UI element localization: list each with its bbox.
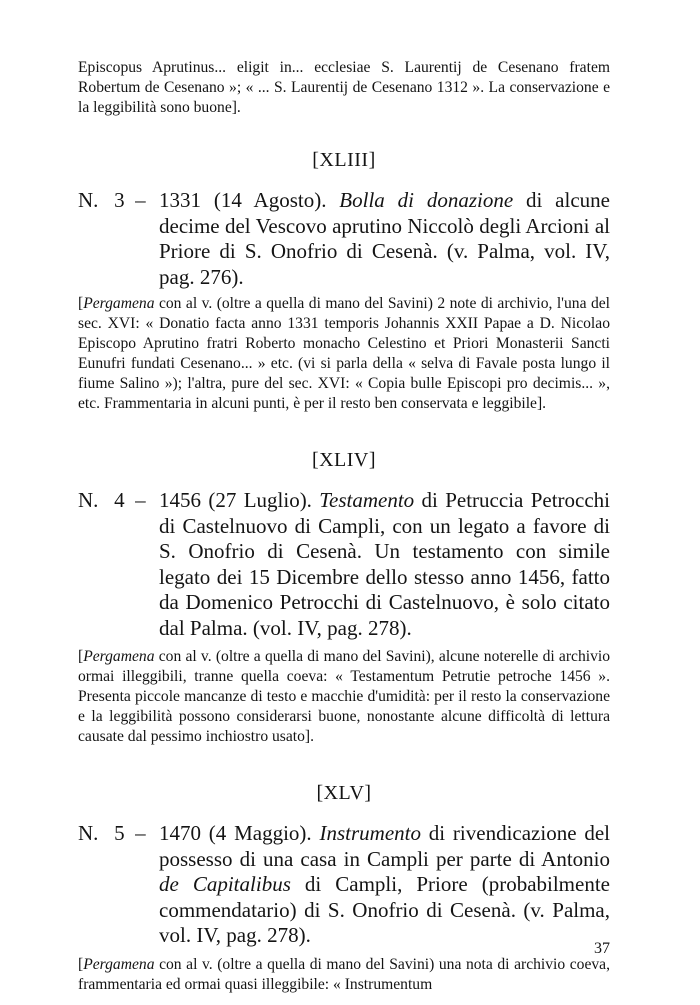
note-text: con al v. (oltre a quella di mano del Savini) una nota di archivio coeva, frammentaria ed ormai quasi illeggibile: « Instrumentum: [78, 955, 610, 993]
entry-n5: [78, 821, 610, 949]
entry-number: N. 5 –: [78, 821, 146, 845]
archival-note-n4: [Pergamena con al v. (oltre a quella di mano del Savini), alcune noterelle di archivio ormai illeggibili, tranne quella coeva: « Testamentum Petrutie petroche 1456 ». Presenta piccole mancanze di testo e macchie d'umidità: per il resto la conservazione e la leggibilità possono considerarsi buone, nonostante alcune difficoltà di lettura causate dal pessimo inchiostro usato].: [78, 648, 610, 745]
entry-n4: [78, 488, 610, 641]
entry-text: [159, 821, 610, 949]
entry-doc-type: Bolla di donazione: [339, 188, 514, 212]
entry-family-name: de Capitalibus: [159, 872, 291, 896]
entry-description: di rivendicazione del possesso di una casa in Campli per parte di Antonio: [159, 821, 610, 871]
entry-date: 1456 (27 Luglio).: [159, 488, 320, 512]
entry-description: di Petruccia Petrocchi di Castelnuovo di Campli, con un legato a favore di S. Onofrio di Cesenà. Un testamento con simile legato dei 15 Dicembre dello stesso anno 1456, fatto da Domenico Petrocchi di Castelnuovo, è solo citato dal Palma. (vol. IV, pag. 278).: [159, 488, 610, 640]
entry-description-end: di Campli, Priore (probabilmente commendatario) di S. Onofrio di Cesenà. (v. Palma, vol. IV, pag. 278).: [159, 872, 610, 947]
archival-note-n3: [Pergamena con al v. (oltre a quella di mano del Savini) 2 note di archivio, l'una del sec. XVI: « Donatio facta anno 1331 temporis Johannis XXII Papae a D. Nicolao Episcopo Aprutino fratri Roberto monacho Celestino et Priori Monasterii Sancti Eunufri fundati Cesenano... » etc. (vi si parla della « selva di Favale posta lungo il fiume Salino »); l'altra, pure del sec. XVI: « Copia bulle Episcopi pro decimis... », etc. Frammentaria in alcuni punti, è per il resto ben conservata e leggibile].: [78, 295, 610, 412]
entry-date: 1331 (14 Agosto).: [159, 188, 340, 212]
entry-n3: [78, 188, 610, 290]
section-heading-xliii: [XLIII]: [312, 149, 376, 171]
intro-note: Episcopus Aprutinus... eligit in... ecclesiae S. Laurentij de Cesenano fratem Robertum de Cesenano »; « ... S. Laurentij de Cesenano 1312 ». La conservazione e la leggibilità sono buone].: [78, 59, 610, 116]
entry-text: [159, 188, 610, 290]
note-label: Pergamena: [83, 955, 155, 973]
entry-number: N. 3 –: [78, 188, 146, 212]
document-page: [78, 46, 610, 995]
note-label: Pergamena: [83, 648, 155, 665]
entry-doc-type: Instrumento: [319, 821, 421, 845]
entry-date: 1470 (4 Maggio).: [159, 821, 320, 845]
section-heading-xliv: [XLIV]: [311, 449, 377, 471]
entry-text: [159, 488, 610, 641]
section-heading-xlv: [XLV]: [316, 782, 372, 804]
entry-doc-type: Testamento: [319, 488, 415, 512]
page-number: 37: [594, 940, 610, 957]
entry-description: di alcune decime del Vescovo aprutino Niccolò degli Arcioni al Priore di S. Onofrio di Cesenà. (v. Palma, vol. IV, pag. 276).: [159, 188, 610, 289]
note-text: con al v. (oltre a quella di mano del Savini) 2 note di archivio, l'una del sec. XVI: « Donatio facta anno 1331 temporis Johannis XXII Papae a D. Nicolao Episcopo Aprutino fratri Roberto monacho Celestino et Priori Monasterii Sancti Eunufri fundati Cesenano... » etc. (vi si parla della « selva di Favale posta lungo il fiume Salino »); l'altra, pure del sec. XVI: « Copia bulle Episcopi pro decimis... », etc. Frammentaria in alcuni punti, è per il resto ben conservata e leggibile].: [78, 295, 610, 412]
note-text: con al v. (oltre a quella di mano del Savini), alcune noterelle di archivio ormai illeggibili, tranne quella coeva: « Testamentum Petrutie petroche 1456 ». Presenta piccole mancanze di testo e macchie d'umidità: per il resto la conservazione e la leggibilità possono considerarsi buone, nonostante alcune difficoltà di lettura causate dal pessimo inchiostro usato].: [78, 648, 610, 745]
entry-number: N. 4 –: [78, 488, 146, 512]
archival-note-n5: [Pergamena con al v. (oltre a quella di mano del Savini) una nota di archivio coeva, frammentaria ed ormai quasi illeggibile: « Instrumentum: [78, 955, 610, 993]
note-label: Pergamena: [83, 295, 155, 312]
